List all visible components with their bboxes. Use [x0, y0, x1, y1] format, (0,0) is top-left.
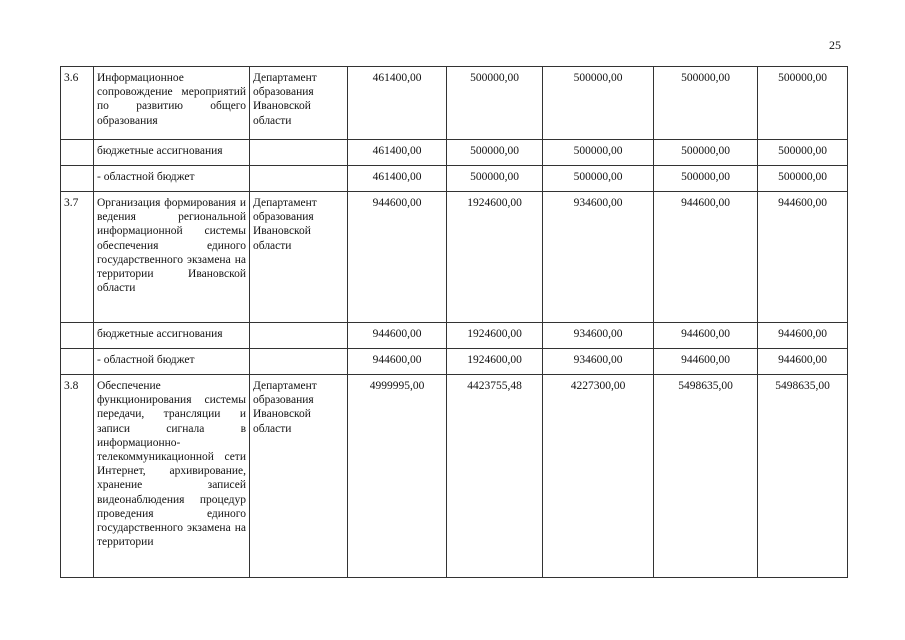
executor: Департамент образования Ивановской области: [250, 192, 348, 323]
amount-cell: 500000,00: [543, 140, 654, 166]
amount-cell: 500000,00: [758, 67, 848, 140]
funding-label: бюджетные ассигнования: [94, 140, 250, 166]
amount-cell: 500000,00: [654, 67, 758, 140]
amount-cell: 1924600,00: [447, 349, 543, 375]
amount-cell: 934600,00: [543, 349, 654, 375]
table-row: [61, 140, 848, 166]
amount-cell: 4227300,00: [543, 375, 654, 578]
row-number: [61, 349, 94, 375]
funding-label: - областной бюджет: [94, 166, 250, 192]
row-number: [61, 323, 94, 349]
amount-cell: 4999995,00: [348, 375, 447, 578]
amount-cell: 944600,00: [348, 192, 447, 323]
activity-name: Организация формирования и ведения региональной информационной системы обеспечения единого государственного экзамена на территории Ивановской области: [94, 192, 250, 323]
funding-label: бюджетные ассигнования: [94, 323, 250, 349]
row-number: 3.7: [61, 192, 94, 323]
amount-cell: 500000,00: [654, 166, 758, 192]
table-row: [61, 375, 848, 578]
row-number: 3.6: [61, 67, 94, 140]
table-row: [61, 67, 848, 140]
amount-cell: 944600,00: [654, 192, 758, 323]
amount-cell: 944600,00: [654, 323, 758, 349]
amount-cell: 4423755,48: [447, 375, 543, 578]
amount-cell: 5498635,00: [758, 375, 848, 578]
amount-cell: 1924600,00: [447, 192, 543, 323]
amount-cell: 5498635,00: [654, 375, 758, 578]
amount-cell: 944600,00: [348, 323, 447, 349]
executor: [250, 349, 348, 375]
amount-cell: 1924600,00: [447, 323, 543, 349]
executor: Департамент образования Ивановской области: [250, 67, 348, 140]
amount-cell: 944600,00: [758, 349, 848, 375]
executor: [250, 140, 348, 166]
amount-cell: 944600,00: [758, 323, 848, 349]
amount-cell: 500000,00: [654, 140, 758, 166]
amount-cell: 500000,00: [447, 140, 543, 166]
amount-cell: 461400,00: [348, 67, 447, 140]
table-row: [61, 349, 848, 375]
amount-cell: 944600,00: [348, 349, 447, 375]
amount-cell: 934600,00: [543, 323, 654, 349]
amount-cell: 461400,00: [348, 140, 447, 166]
amount-cell: 500000,00: [758, 166, 848, 192]
activity-name: Обеспечение функционирования системы передачи, трансляции и записи сигнала в информационно-телекоммуникационной сети Интернет, архивирование, хранение записей видеонаблюдения процедур проведения единого государственного экзамена на территории: [94, 375, 250, 578]
amount-cell: 500000,00: [447, 67, 543, 140]
funding-label: - областной бюджет: [94, 349, 250, 375]
budget-table: [60, 66, 848, 578]
row-number: [61, 140, 94, 166]
amount-cell: 944600,00: [654, 349, 758, 375]
executor: [250, 166, 348, 192]
table-row: [61, 166, 848, 192]
row-number: [61, 166, 94, 192]
activity-name: Информационное сопровождение мероприятий по развитию общего образования: [94, 67, 250, 140]
table-row: [61, 192, 848, 323]
amount-cell: 500000,00: [543, 67, 654, 140]
row-number: 3.8: [61, 375, 94, 578]
amount-cell: 461400,00: [348, 166, 447, 192]
amount-cell: 944600,00: [758, 192, 848, 323]
amount-cell: 500000,00: [543, 166, 654, 192]
executor: [250, 323, 348, 349]
amount-cell: 500000,00: [758, 140, 848, 166]
amount-cell: 500000,00: [447, 166, 543, 192]
executor: Департамент образования Ивановской области: [250, 375, 348, 578]
table-row: [61, 323, 848, 349]
page-number: 25: [829, 38, 841, 52]
amount-cell: 934600,00: [543, 192, 654, 323]
